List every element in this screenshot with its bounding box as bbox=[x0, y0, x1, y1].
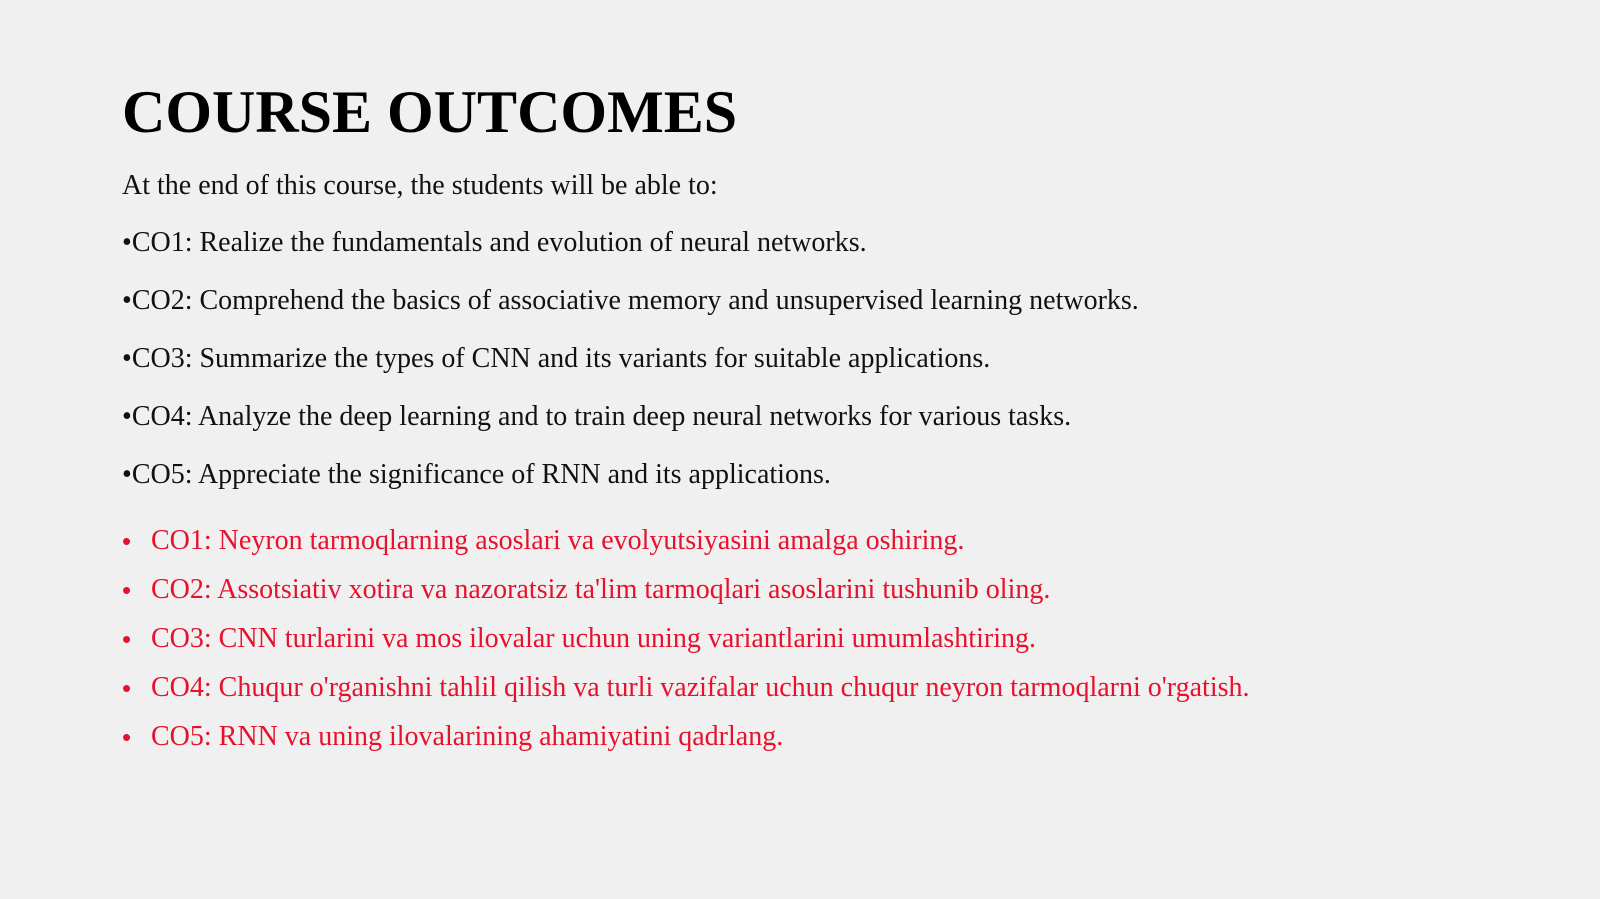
outcome-en-item bbox=[122, 225, 1139, 283]
bullet-icon: • bbox=[122, 673, 132, 703]
outcome-uz-item bbox=[122, 621, 1250, 670]
outcome-uz-item bbox=[122, 523, 1250, 572]
outcome-uz-text: CO5: RNN va uning ilovalarining ahamiyatini qadrlang. bbox=[151, 721, 784, 752]
outcomes-uzbek-list bbox=[122, 523, 1250, 768]
outcome-en-item bbox=[122, 457, 1139, 515]
outcome-uz-text: CO1: Neyron tarmoqlarning asoslari va evolyutsiyasini amalga oshiring. bbox=[151, 525, 965, 556]
bullet-icon: • bbox=[122, 624, 132, 654]
outcome-uz-item bbox=[122, 719, 1250, 768]
outcome-en-item bbox=[122, 399, 1139, 457]
outcome-en-text: CO4: Analyze the deep learning and to train deep neural networks for various tasks. bbox=[131, 401, 1072, 432]
bullet-icon: • bbox=[122, 285, 132, 316]
outcome-uz-text: CO2: Assotsiativ xotira va nazoratsiz ta'lim tarmoqlari asoslarini tushunib oling. bbox=[151, 574, 1051, 605]
bullet-icon: • bbox=[122, 227, 132, 258]
outcome-en-item bbox=[122, 341, 1139, 399]
outcome-en-text: CO1: Realize the fundamentals and evolution of neural networks. bbox=[131, 227, 867, 258]
outcomes-english-list bbox=[122, 225, 1139, 515]
slide-title: COURSE OUTCOMES bbox=[122, 79, 738, 145]
outcome-en-item bbox=[122, 283, 1139, 341]
outcome-en-text: CO2: Comprehend the basics of associative memory and unsupervised learning networks. bbox=[131, 285, 1139, 316]
outcome-en-text: CO3: Summarize the types of CNN and its variants for suitable applications. bbox=[131, 343, 991, 374]
bullet-icon: • bbox=[122, 401, 132, 432]
outcome-uz-item bbox=[122, 572, 1250, 621]
outcome-uz-text: CO4: Chuqur o'rganishni tahlil qilish va turli vazifalar uchun chuqur neyron tarmoqlarni o'rgatish. bbox=[151, 672, 1250, 703]
intro-text: At the end of this course, the students will be able to: bbox=[122, 170, 718, 201]
bullet-icon: • bbox=[122, 575, 132, 605]
bullet-icon: • bbox=[122, 459, 132, 490]
bullet-icon: • bbox=[122, 526, 132, 556]
outcome-en-text: CO5: Appreciate the significance of RNN and its applications. bbox=[131, 459, 831, 490]
bullet-icon: • bbox=[122, 722, 132, 752]
outcome-uz-text: CO3: CNN turlarini va mos ilovalar uchun uning variantlarini umumlashtiring. bbox=[151, 623, 1036, 654]
outcome-uz-item bbox=[122, 670, 1250, 719]
bullet-icon: • bbox=[122, 343, 132, 374]
